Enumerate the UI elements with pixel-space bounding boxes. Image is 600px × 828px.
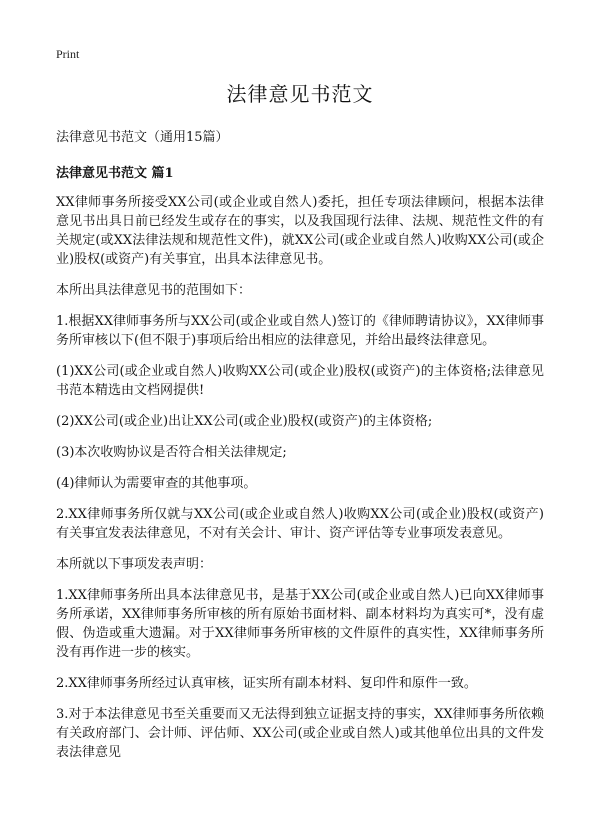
paragraph: XX律师事务所接受XX公司(或企业或自然人)委托，担任专项法律顾问，根据本法律意见书出具日前已经发生或存在的事实，以及我国现行法律、法规、规范性文件的有关规定(或XX法律法规和规范性文件)，就XX公司(或企业或自然人)收购XX公司(或企业)股权(或资产)有关事宜，出具本法律意见书。 (56, 195, 544, 267)
section-heading: 法律意见书范文 篇1 (56, 166, 174, 181)
paragraph: 本所就以下事项发表声明： (56, 557, 213, 572)
paragraph: 2.XX律师事务所经过认真审核，证实所有副本材料、复印件和原件一致。 (56, 676, 477, 691)
paragraph: 1.根据XX律师事务所与XX公司(或企业或自然人)签订的《律师聘请协议》，XX律师事务所审核以下(但不限于)事项后给出相应的法律意见，并给出最终法律意见。 (56, 314, 544, 348)
paragraph: 本所出具法律意见书的范围如下： (56, 283, 252, 298)
paragraph: (4)律师认为需要审查的其他事项。 (56, 476, 257, 491)
paragraph: (2)XX公司(或企业)出让XX公司(或企业)股权(或资产)的主体资格; (56, 414, 433, 429)
paragraph: 1.XX律师事务所出具本法律意见书，是基于XX公司(或企业或自然人)已向XX律师事务所承诺，XX律师事务所审核的所有原始书面材料、副本材料均为真实可*，没有虚假、伪造或重大遗漏。对于XX律师事务所审核的文件原件的真实性，XX律师事务所没有再作进一步的核实。 (56, 588, 544, 660)
paragraph: (3)本次收购协议是否符合相关法律规定; (56, 445, 287, 460)
paragraph: (1)XX公司(或企业或自然人)收购XX公司(或企业)股权(或资产)的主体资格;法律意见书范本精选由文档网提供! (56, 364, 544, 398)
paragraph: 2.XX律师事务所仅就与XX公司(或企业或自然人)收购XX公司(或企业)股权(或资产)有关事宜发表法律意见，不对有关会计、审计、资产评估等专业事项发表意见。 (56, 507, 544, 541)
paragraph: 3.对于本法律意见书至关重要而又无法得到独立证据支持的事实，XX律师事务所依赖有关政府部门、会计师、评估师、XX公司(或企业或自然人)或其他单位出具的文件发表法律意见 (56, 707, 544, 760)
document-subtitle: 法律意见书范文（通用15篇） (56, 130, 229, 145)
print-link[interactable]: Print (56, 47, 80, 61)
document-title: 法律意见书范文 (226, 82, 374, 106)
